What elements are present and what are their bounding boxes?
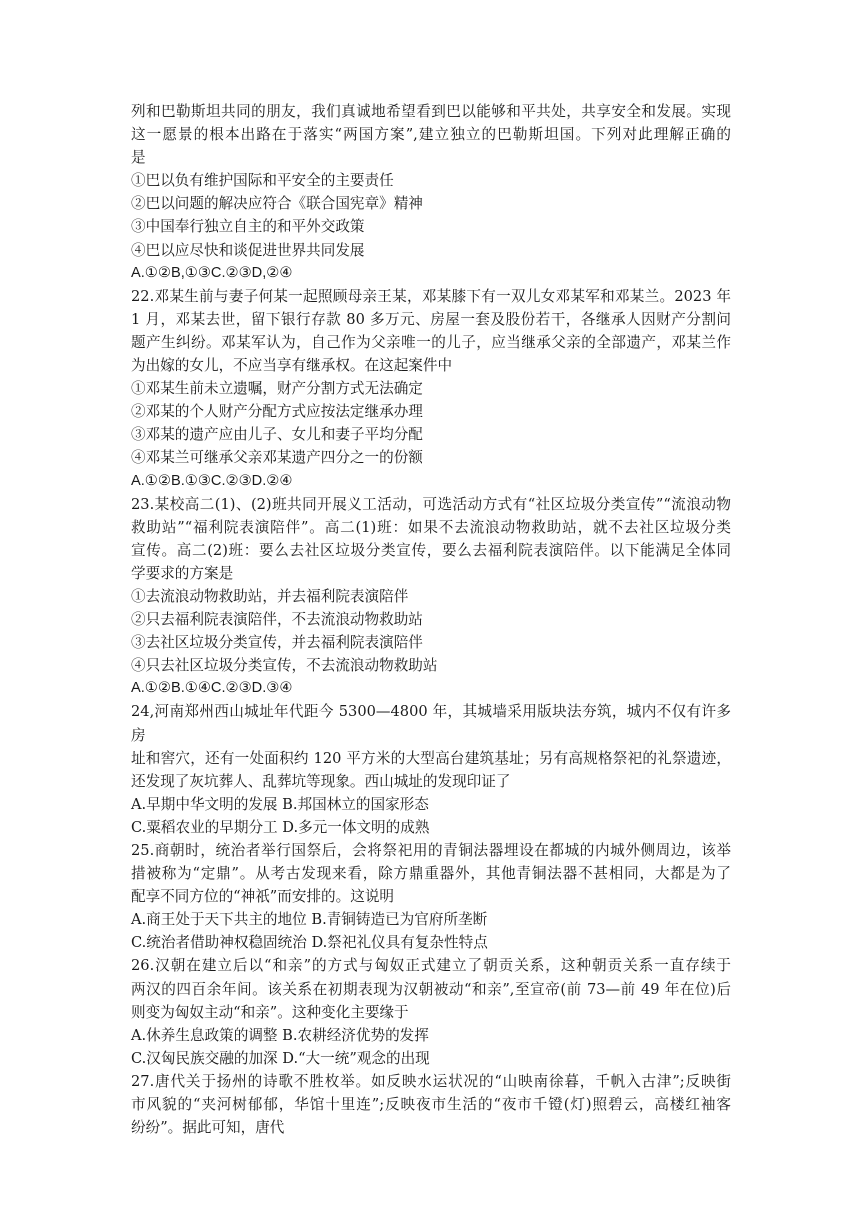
statement-item: ②只去福利院表演陪伴，不去流浪动物救助站	[131, 611, 423, 629]
statement-item: ②巴以问题的解决应符合《联合国宪章》精神	[131, 195, 423, 213]
question-text-line: 26.汉朝在建立后以“和亲”的方式与匈奴正式建立了朝贡关系，这种朝贡关系一直存续于	[131, 957, 731, 975]
answer-options: A.①②B.①③C.②③D.②④	[131, 472, 293, 489]
question-25	[131, 839, 731, 954]
question-text-line: 是	[131, 149, 146, 167]
question-text-line: 27.唐代关于扬州的诗歌不胜枚举。如反映水运状况的“山映南徐暮，千帆入古津”;反映街	[131, 1072, 731, 1090]
answer-options: A.①②B.①④C.②③D.③④	[131, 680, 293, 697]
question-text-line: 1 月，邓某去世，留下银行存款 80 多万元、房屋一套及股份若干，各继承人因财产分割问	[131, 310, 731, 328]
question-text-line: 这一愿景的根本出路在于落实“两国方案”,建立独立的巴勒斯坦国。下列对此理解正确的	[131, 126, 731, 144]
question-text-line: 24,河南郑州西山城址年代距今 5300—4800 年，其城墙采用版块法夯筑，城内不仅有许多房	[131, 703, 731, 744]
statement-item: ④巴以应尽快和谈促进世界共同发展	[131, 241, 365, 259]
question-text-line: 市风貌的“夹河树郁郁，华馆十里连”;反映夜市生活的“夜市千镫(灯)照碧云，高楼红袖客	[131, 1096, 731, 1114]
answer-options: A.①②B,①③C.②③D,②④	[131, 264, 293, 281]
question-text-line: 宣传。高二(2)班：要么去社区垃圾分类宣传，要么去福利院表演陪伴。以下能满足全体同	[131, 541, 731, 559]
question-text-line: 为出嫁的女儿，不应当享有继承权。在这起案件中	[131, 357, 453, 375]
question-24	[131, 700, 731, 839]
question-text-line: 列和巴勒斯坦共同的朋友，我们真诚地希望看到巴以能够和平共处，共享安全和发展。实现	[131, 103, 731, 120]
answer-options: A.早期中华文明的发展 B.邦国林立的国家形态	[131, 795, 429, 813]
statement-item: ①邓某生前未立遗嘱，财产分割方式无法确定	[131, 380, 423, 398]
answer-options: C.汉匈民族交融的加深 D.“大一统”观念的出现	[131, 1049, 430, 1067]
question-23	[131, 493, 731, 701]
statement-item: ④邓某兰可继承父亲邓某遗产四分之一的份额	[131, 449, 423, 467]
question-text-line: 25.商朝时，统治者举行国祭后，会将祭祀用的青铜法器埋设在都城的内城外侧周边，该举	[131, 842, 731, 859]
question-text-line: 22.邓某生前与妻子何某一起照顾母亲王某，邓某膝下有一双儿女邓某军和邓某兰。2023 年	[131, 287, 731, 305]
statement-item: ④只去社区垃圾分类宣传，不去流浪动物救助站	[131, 657, 438, 675]
answer-options: C.统治者借助神权稳固统治 D.祭祀礼仪具有复杂性特点	[131, 934, 488, 952]
statement-item: ③邓某的遗产应由儿子、女儿和妻子平均分配	[131, 426, 423, 444]
question-text-line: 题产生纠纷。邓某军认为，自己作为父亲唯一的儿子，应当继承父亲的全部遗产，邓某兰作	[131, 333, 731, 351]
question-text-line: 两汉的四百余年间。该关系在初期表现为汉朝被动“和亲”,至宣帝(前 73—前 49 年在位)后	[131, 980, 731, 998]
question-text-line: 纷纷”。据此可知，唐代	[131, 1119, 285, 1137]
question-26	[131, 954, 731, 1069]
question-text-line: 救助站”“福利院表演陪伴”。高二(1)班：如果不去流浪动物救助站，就不去社区垃圾分类	[131, 518, 731, 536]
document-page	[131, 100, 731, 1139]
answer-options: A.商王处于天下共主的地位 B.青铜铸造已为官府所垄断	[131, 911, 488, 929]
statement-item: ③中国奉行独立自主的和平外交政策	[131, 218, 365, 236]
question-text-line: 措被称为“定鼎”。从考古发现来看，除方鼎重器外，其他青铜法器不甚相同，大都是为了	[131, 865, 731, 883]
statement-item: ③去社区垃圾分类宣传，并去福利院表演陪伴	[131, 634, 423, 652]
question-21	[131, 100, 731, 285]
question-text-line: 址和窖穴，还有一处面积约 120 平方米的大型高台建筑基址；另有高规格祭祀的礼祭遗迹，	[131, 749, 731, 767]
statement-item: ②邓某的个人财产分配方式应按法定继承办理	[131, 403, 423, 421]
question-22	[131, 285, 731, 493]
statement-item: ①巴以负有维护国际和平安全的主要责任	[131, 172, 394, 190]
question-27	[131, 1070, 731, 1139]
answer-options: C.粟稻农业的早期分工 D.多元一体文明的成熟	[131, 818, 430, 836]
question-text-line: 学要求的方案是	[131, 564, 234, 582]
statement-item: ①去流浪动物救助站，并去福利院表演陪伴	[131, 587, 409, 605]
question-text-line: 23.某校高二(1)、(2)班共同开展义工活动，可选活动方式有“社区垃圾分类宣传”“流浪动物	[131, 495, 731, 513]
question-text-line: 则变为匈奴主动“和亲”。这种变化主要缘于	[131, 1003, 409, 1021]
question-text-line: 配享不同方位的“神祇”而安排的。这说明	[131, 888, 395, 906]
answer-options: A.休养生息政策的调整 B.农耕经济优势的发挥	[131, 1026, 429, 1044]
question-text-line: 还发现了灰坑葬人、乱葬坑等现象。西山城址的发现印证了	[131, 772, 511, 790]
